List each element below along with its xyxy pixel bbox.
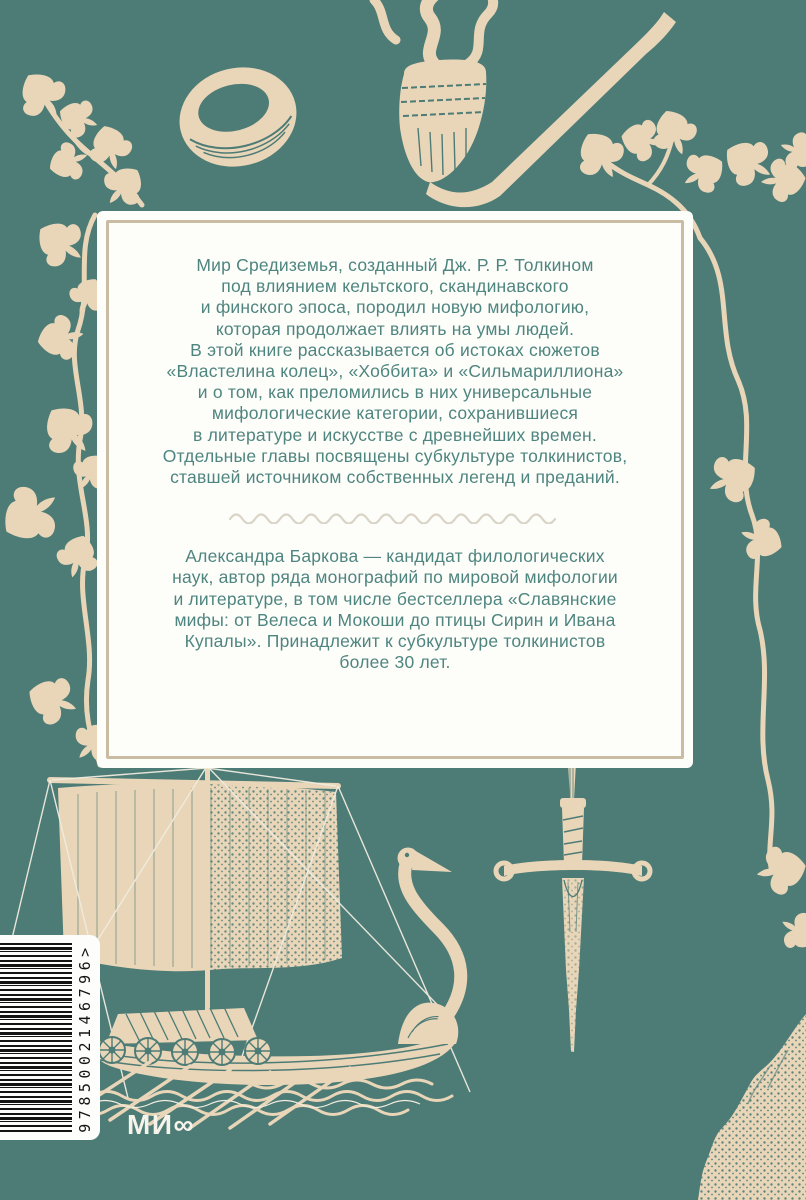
barcode-number bbox=[74, 943, 96, 1133]
swan-neck bbox=[405, 864, 461, 1020]
ivy-branch-top-left-illustration bbox=[8, 61, 153, 216]
author-bio-line: и литературе, в том числе бестселлера «Славянские bbox=[173, 588, 617, 609]
annotation-line: в литературе и искусстве с древнейших времен. bbox=[193, 424, 597, 445]
wavy-divider bbox=[227, 508, 563, 524]
mountain-illustration bbox=[698, 1014, 806, 1200]
annotation-line: которая продолжает влиять на умы людей. bbox=[215, 318, 575, 339]
barcode-bars bbox=[0, 943, 72, 1132]
author-bio-line: более 30 лет. bbox=[339, 652, 451, 673]
annotation-line: и о том, как преломились в них универсальные bbox=[197, 382, 593, 403]
sword-illustration bbox=[496, 760, 650, 1052]
pipe-smoke bbox=[426, 0, 446, 66]
annotation-line: и финского эпоса, породил новую мифологию, bbox=[200, 297, 590, 318]
author-bio-line: Александра Баркова — кандидат филологических bbox=[185, 546, 605, 567]
author-bio-line: мифы: от Велеса и Мокоши до птицы Сирин и Ивана bbox=[174, 609, 616, 630]
annotation-line: ставшей источником собственных легенд и преданий. bbox=[170, 467, 620, 488]
author-bio-line: наук, автор ряда монографий по мировой мифологии bbox=[172, 567, 618, 588]
author-bio bbox=[97, 546, 693, 673]
isbn-digits: 9785002146796 bbox=[76, 956, 94, 1133]
publisher-logo: МИ∞ bbox=[127, 1109, 195, 1140]
annotation-line: Отдельные главы посвящены субкультуре толкинистов, bbox=[162, 445, 628, 466]
author-bio-line: Купалы». Принадлежит к субкультуре толкинистов bbox=[184, 631, 606, 652]
annotation-line: «Властелина колец», «Хоббита» и «Сильмариллиона» bbox=[166, 361, 624, 382]
book-annotation bbox=[97, 255, 693, 488]
sword-crossguard bbox=[504, 860, 642, 876]
description-panel bbox=[97, 211, 693, 768]
annotation-line: В этой книге рассказывается об истоках сюжетов bbox=[190, 339, 600, 360]
annotation-line: под влиянием кельтского, скандинавского bbox=[221, 276, 569, 297]
swan-eye bbox=[405, 853, 409, 857]
barcode-end-mark: > bbox=[76, 943, 94, 957]
annotation-line: мифологические категории, сохранившиеся bbox=[211, 403, 579, 424]
one-ring-illustration bbox=[169, 55, 307, 179]
barcode bbox=[0, 935, 100, 1140]
annotation-line: Мир Средиземья, созданный Дж. Р. Р. Толкином bbox=[196, 255, 594, 275]
